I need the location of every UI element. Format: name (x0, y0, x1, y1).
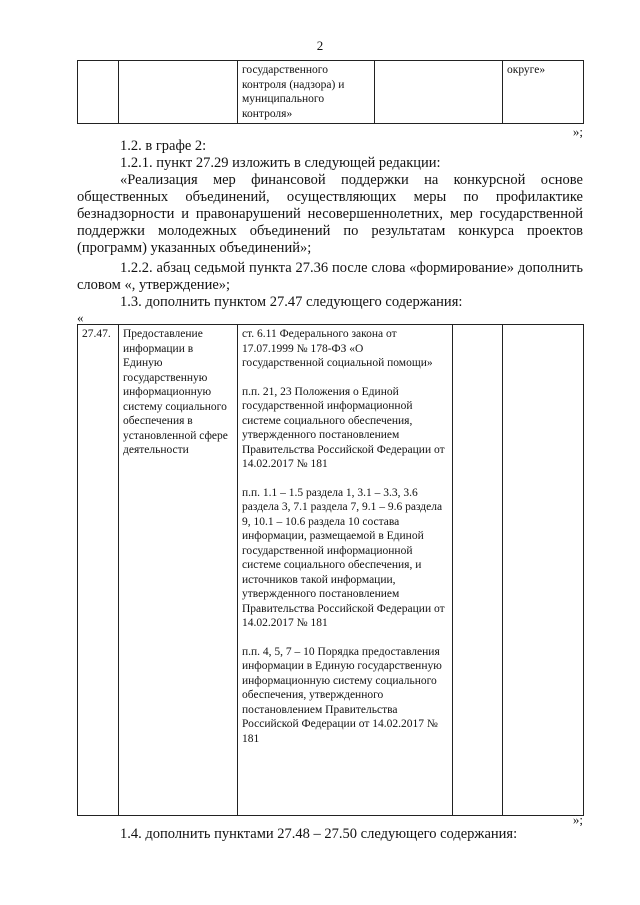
cell-empty (78, 61, 119, 124)
paragraph-1-2: 1.2. в графе 2: (120, 138, 207, 154)
row-name: Предоставление информации в Единую государственную информационную систему социального обеспечения в установленной сфере деятельности (119, 325, 238, 816)
cell-empty (375, 61, 503, 124)
legal-source-item: п.п. 4, 5, 7 – 10 Порядка предоставления информации в Единую государственную информационную систему социального обеспечения, утвержденного постановлением Правительства Российской Федерации от 14.02.2017 № 181 (242, 645, 442, 745)
cell-control-text: государственного контроля (надзора) и муниципального контроля» (238, 61, 375, 124)
legal-source-item: п.п. 21, 23 Положения о Единой государственной информационной системе социального обеспечения, утвержденного постановлением Правительства Российской Федерации от 14.02.2017 № 181 (242, 385, 445, 470)
paragraph-1-2-1: 1.2.1. пункт 27.29 изложить в следующей редакции: (120, 155, 441, 171)
row-legal-sources (238, 325, 453, 816)
row-number: 27.47. (78, 325, 119, 816)
legal-source-item: п.п. 1.1 – 1.5 раздела 1, 3.1 – 3.3, 3.6 раздела 3, 7.1 раздела 7, 9.1 – 9.6 раздела 9, 10.1 – 10.6 раздела 10 состава информации, размещаемой в Единой государственной информационной системе социального обеспечения, и источников такой информации, утвержденного постановлением Правительства Российской Федерации от 14.02.2017 № 181 (242, 486, 445, 629)
closing-quote-2: »; (572, 812, 583, 827)
paragraph-1-2-2-rest: словом «, утверждение»; (77, 277, 231, 293)
closing-quote-1: »; (572, 124, 583, 139)
paragraph-quote-body: общественных объединений, осуществляющих меры по профилактике безнадзорности и правонарушений несовершеннолетних, мер государственной поддержки молодежных объединений по результатам конкурса проектов (программ) указанных объединений»; (77, 189, 583, 256)
page-number: 2 (316, 38, 324, 53)
table-row-27-47 (77, 324, 584, 816)
paragraph-quote-first-line: «Реализация мер финансовой поддержки на конкурсной основе (120, 172, 583, 188)
paragraph-1-2-2-first-line: 1.2.2. абзац седьмой пункта 27.36 после слова «формирование» дополнить (120, 260, 583, 276)
cell-empty (119, 61, 238, 124)
paragraph-1-4: 1.4. дополнить пунктами 27.48 – 27.50 следующего содержания: (120, 826, 518, 842)
cell-empty (453, 325, 503, 816)
cell-empty (503, 325, 584, 816)
top-table-fragment (77, 60, 584, 124)
cell-okrug-text: округе» (503, 61, 584, 124)
paragraph-1-3: 1.3. дополнить пунктом 27.47 следующего содержания: (120, 294, 463, 310)
legal-source-item: ст. 6.11 Федерального закона от 17.07.1999 № 178-ФЗ «О государственной социальной помощи» (242, 328, 433, 369)
opening-quote: « (77, 310, 84, 325)
